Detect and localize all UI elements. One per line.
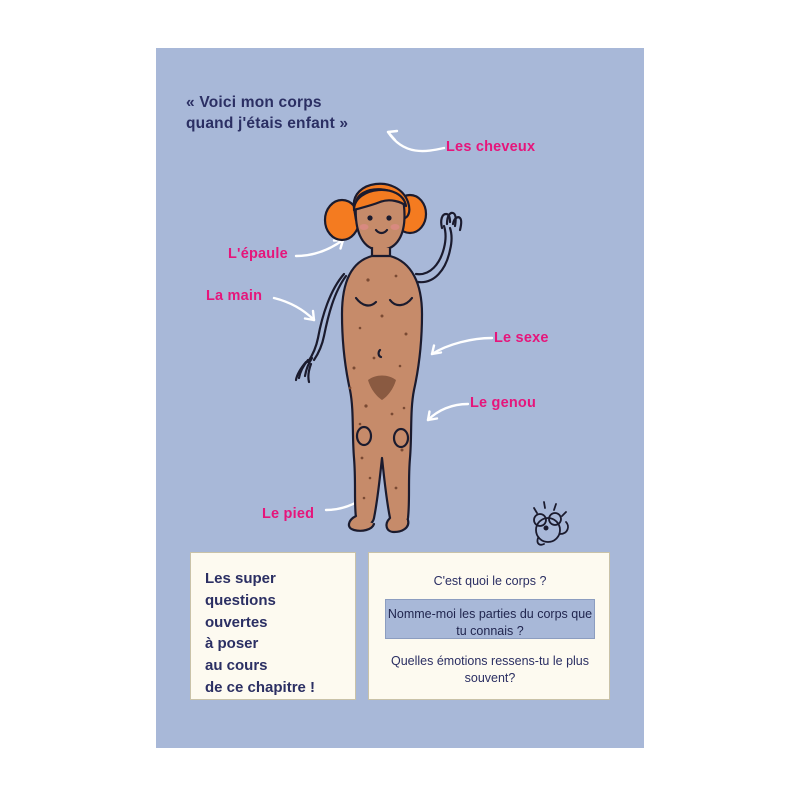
- super-questions-line-6: de ce chapitre !: [205, 678, 316, 696]
- super-questions-line-3: ouvertes: [205, 613, 268, 631]
- question-2-highlight[interactable]: [385, 599, 595, 639]
- label-les-cheveux: Les cheveux: [446, 139, 536, 155]
- questions-box: [368, 552, 610, 700]
- question-2: Nomme-moi les parties du corps que tu connais ?: [387, 607, 593, 638]
- super-questions-box: [190, 552, 356, 700]
- super-questions-line-2: questions: [205, 591, 276, 609]
- illustration-panel: [156, 48, 644, 748]
- super-questions-line-4: à poser: [205, 635, 259, 653]
- question-1: C'est quoi le corps ?: [433, 574, 547, 588]
- super-questions-line-1: Les super: [205, 570, 276, 587]
- page-title: [186, 93, 416, 135]
- super-questions-line-5: au cours: [205, 657, 268, 674]
- label-le-genou: Le genou: [470, 395, 537, 411]
- label-la-main: La main: [206, 288, 263, 304]
- quote-line-2: quand j'étais enfant »: [186, 114, 349, 132]
- mouse-doodle-icon: [516, 488, 586, 558]
- label-lepaule: L'épaule: [228, 246, 288, 262]
- label-le-sexe: Le sexe: [494, 330, 549, 346]
- quote-line-1: « Voici mon corps: [186, 94, 322, 111]
- label-le-pied: Le pied: [262, 506, 315, 522]
- question-3: Quelles émotions ressens-tu le plus souvent?: [390, 654, 589, 685]
- super-questions-title: [205, 568, 315, 699]
- child-body-illustration: [284, 158, 494, 558]
